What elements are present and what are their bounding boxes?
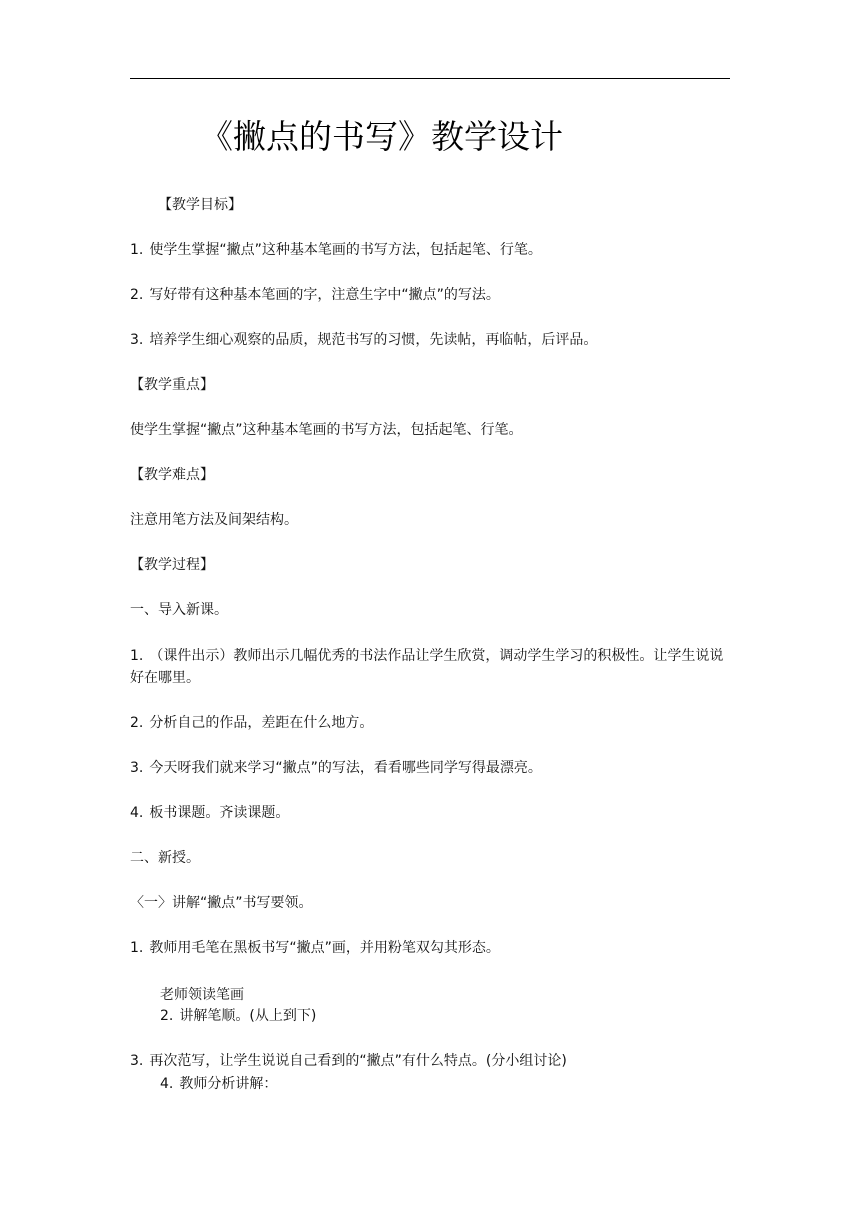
part2-item-text: 教师分析讲解： (179, 1076, 278, 1092)
part1-item-1 (130, 645, 736, 689)
goal-item-num: 3. (130, 332, 144, 348)
part1-item-text: 分析自己的作品，差距在什么地方。 (149, 715, 374, 731)
part2-item-num: 2. (160, 1008, 174, 1024)
part2-item-num: 1. (130, 940, 144, 956)
goal-item-text: 使学生掌握“撇点”这种基本笔画的书写方法，包括起笔、行笔。 (149, 242, 542, 258)
part2-item-3 (130, 1050, 567, 1072)
part2-item-text: 讲解笔顺。(从上到下) (179, 1008, 317, 1024)
goal-item-text: 培养学生细心观察的品质，规范书写的习惯，先读帖，再临帖，后评品。 (149, 332, 598, 348)
part1-item-num: 3. (130, 760, 144, 776)
part2-heading: 二、新授。 (130, 850, 200, 866)
goal-item-3 (130, 329, 597, 351)
part1-item-num: 1. (130, 648, 144, 664)
process-heading: 【教学过程】 (130, 557, 214, 573)
part1-item-2 (130, 712, 373, 734)
goal-item-1 (130, 239, 542, 261)
part1-item-text: 今天呀我们就来学习“撇点”的写法，看看哪些同学写得最漂亮。 (149, 760, 542, 776)
goal-item-num: 1. (130, 242, 144, 258)
sub1-heading: 〈一〉讲解“撇点”书写要领。 (130, 895, 313, 911)
key-heading: 【教学重点】 (130, 377, 214, 393)
part2-item-num: 4. (160, 1076, 174, 1092)
page-title: 《撇点的书写》教学设计 (200, 117, 563, 156)
part1-item-4 (130, 802, 289, 824)
part2-item-num: 3. (130, 1053, 144, 1069)
key-text: 使学生掌握“撇点”这种基本笔画的书写方法，包括起笔、行笔。 (130, 422, 523, 438)
part1-item-3 (130, 757, 542, 779)
goal-item-num: 2. (130, 287, 144, 303)
part2-item-2 (160, 1005, 316, 1027)
part1-item-text: （课件出示）教师出示几幅优秀的书法作品让学生欣赏，调动学生学习的积极性。让学生说说好在哪里。 (130, 648, 724, 686)
part2-item-text: 再次范写，让学生说说自己看到的“撇点”有什么特点。(分小组讨论) (149, 1053, 567, 1069)
part1-item-num: 4. (130, 805, 144, 821)
difficulty-heading: 【教学难点】 (130, 467, 214, 483)
part2-note (160, 984, 244, 1006)
part2-item-1 (130, 937, 500, 959)
header-rule (130, 78, 730, 79)
part2-item-text: 教师用毛笔在黑板书写“撇点”画，并用粉笔双勾其形态。 (149, 940, 500, 956)
part1-item-num: 2. (130, 715, 144, 731)
part2-item-4 (160, 1073, 277, 1095)
goals-heading: 【教学目标】 (158, 197, 242, 213)
goal-item-text: 写好带有这种基本笔画的字，注意生字中“撇点”的写法。 (149, 287, 500, 303)
part2-note-text: 老师领读笔画 (160, 987, 244, 1003)
difficulty-text: 注意用笔方法及间架结构。 (130, 512, 298, 528)
part1-heading: 一、导入新课。 (130, 602, 228, 618)
part1-item-text: 板书课题。齐读课题。 (149, 805, 290, 821)
goal-item-2 (130, 284, 500, 306)
